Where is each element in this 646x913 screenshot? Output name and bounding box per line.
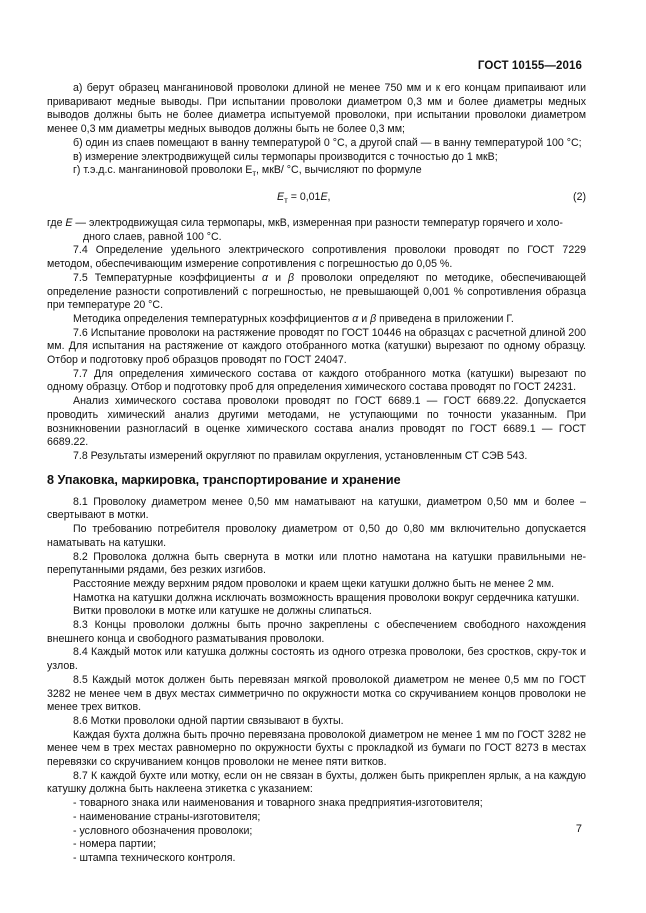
paragraph-8-2b: Расстояние между верхним рядом проволоки и краем щеки катушки должно быть не менее 2 мм.: [73, 577, 555, 590]
paragraph-8-6b: Каждая бухта должна быть прочно перевязана проволокой диаметром не менее 1 мм по ГОСТ 3282 не менее чем в трех местах равномерно по окружности бухты с прокладкой из бумаги по ГОСТ 8273 в местах перевязки со скручиванием концов проволоки не менее пяти витков.: [47, 728, 586, 769]
formula-rhs-end: ,: [327, 191, 331, 204]
paragraph-8-2d: Витки проволоки в мотке или катушке не должны слипаться.: [73, 605, 372, 618]
gloss-line-2: дного слаев, равной 100 °С.: [83, 230, 222, 243]
gloss-var: E: [65, 217, 73, 230]
paragraph-item-g: [47, 164, 586, 181]
method-b: и: [358, 312, 371, 325]
document-body: [47, 82, 586, 866]
list-item: - штампа технического контроля.: [73, 851, 236, 864]
paragraph-item-v: в) измерение электродвижущей силы термопары производится с точностью до 1 мкВ;: [73, 150, 498, 163]
gloss-text-1: — электродвижущая сила термопары, мкВ, измеренная при разности температур горячего и холо-: [72, 217, 563, 230]
alpha-symbol: α: [262, 271, 269, 284]
paragraph-8-2c: Намотка на катушки должна исключать возможность вращения проволоки вокруг сердечника катушки.: [73, 591, 580, 604]
paragraph-8-7: 8.7 К каждой бухте или мотку, если он не связан в бухты, должен быть прикреплен ярлык, а на каждую катушку должна быть наклеена этикетка с указанием:: [47, 769, 586, 796]
list-item: - номера партии;: [73, 838, 157, 851]
document-code-header: ГОСТ 10155—2016: [477, 60, 582, 72]
p7-5-a: 7.5 Температурные коэффициенты: [73, 271, 262, 284]
paragraph-item-a: а) берут образец манганиновой проволоки длиной не менее 750 мм и к его концам припаивают или приваривают медные выводы. При испытании проволоки диаметром 0,3 мм и более диаметры медных выводов должны быть не более диаметра испытуемой проволоки, при испытании проволоки диаметром менее 0,3 мм диаметры медных выводов должны быть не более 0,3 мм;: [47, 82, 586, 136]
label-contents-list: [47, 797, 586, 866]
paragraph-method: [47, 313, 586, 327]
paragraph-7-5: [47, 272, 586, 313]
paragraph-7-4: 7.4 Определение удельного электрического сопротивления проволоки проводят по ГОСТ 7229 методом, обеспечивающим измерение сопротивления с погрешностью до 0,05 %.: [47, 244, 586, 271]
method-c: приведена в приложении Г.: [376, 312, 514, 325]
paragraph-8-6: 8.6 Мотки проволоки одной партии связывают в бухты.: [73, 714, 344, 727]
paragraph-7-6: 7.6 Испытание проволоки на растяжение проводят по ГОСТ 10446 на образцах с расчетной длиной 200 мм. Для испытания на растяжение от каждого отобранного мотка (катушки) вырезают по одному образцу. Отбор и подготовку проб образцов проводят по ГОСТ 24047.: [47, 326, 586, 367]
gloss-line-1: [47, 217, 586, 231]
formula-rhs-a: = 0,01: [287, 191, 321, 204]
gloss-prefix: где: [47, 217, 66, 230]
paragraph-8-2: 8.2 Проволока должна быть свернута в мотки или плотно намотана на катушки правильными не-перепутанными рядами, без резких изгибов.: [47, 550, 586, 577]
paragraph-8-1b: По требованию потребителя проволоку диаметром от 0,50 до 0,80 мм включительно допускается наматывать на катушки.: [47, 523, 586, 549]
p7-5-b: и: [268, 271, 288, 284]
paragraph-chem-analysis: Анализ химического состава проволоки проводят по ГОСТ 6689.1 — ГОСТ 6689.22. Допускается проводить химический анализ другими методами, не уступающими по точности указанным. При возникновении разногласий в оценке химического состава анализ проводят по ГОСТ 6689.1 — ГОСТ 6689.22.: [47, 395, 586, 449]
paragraph-8-3: 8.3 Концы проволоки должны быть прочно закреплены с обеспечением свободного нахождения внешнего конца и свободного разматывания проволоки.: [47, 619, 586, 645]
item-g-text: г) т.э.д.с. манганиновой проволоки E: [73, 164, 253, 177]
item-g-tail: , мкВ/ °С, вычисляют по формуле: [256, 164, 422, 177]
formula-number: (2): [573, 191, 586, 204]
method-a: Методика определения температурных коэффициентов: [73, 312, 353, 325]
paragraph-8-4: 8.4 Каждый моток или катушка должны состоять из одного отрезка проволоки, без сростков, скру-ток и узлов.: [47, 646, 586, 673]
formula-expression: [277, 191, 330, 208]
beta-symbol: β: [288, 271, 295, 284]
paragraph-8-1: 8.1 Проволоку диаметром менее 0,50 мм наматывают на катушки, диаметром 0,50 мм и более – свертывают в мотки.: [47, 495, 586, 522]
formula-lhs-subscript: т: [284, 196, 288, 206]
paragraph-7-8: 7.8 Результаты измерений округляют по правилам округления, установленным СТ СЭВ 543.: [73, 449, 528, 462]
paragraph-7-7: 7.7 Для определения химического состава от каждого отобранного мотка (катушки) вырезают по одному образцу. Отбор и подготовку проб для определения химического состава проводят по ГОСТ 24231.: [47, 367, 586, 394]
beta-symbol-2: β: [370, 312, 377, 325]
page-number: 7: [575, 823, 582, 835]
item-g-subscript: т: [252, 169, 257, 179]
formula-explanation: [47, 217, 586, 244]
list-item: - товарного знака или наименования и товарного знака предприятия-изготовителя;: [73, 797, 483, 810]
alpha-symbol-2: α: [352, 312, 359, 325]
p7-5-c: проволоки определяют по методике, обеспечивающей определение разности сопротивлений с погрешностью, не превышающей 0,001 % сопротивления образца при температуре 20 °С.: [47, 271, 586, 312]
formula-rhs-var: E: [320, 191, 328, 204]
formula-lhs: E: [277, 191, 285, 204]
paragraph-item-b: б) один из спаев помещают в ванну температурой 0 °С, а другой спай — в ванну температурой 100 °С;: [73, 136, 582, 149]
paragraph-8-5: 8.5 Каждый моток должен быть перевязан мягкой проволокой диаметром не менее 0,5 мм по ГОСТ 3282 не менее чем в двух местах симметрично по окружности мотка со скручиванием концов проволоки не менее трех витков.: [47, 673, 586, 714]
list-item: - наименование страны-изготовителя;: [73, 810, 261, 823]
section-8-title: 8 Упаковка, маркировка, транспортирование и хранение: [47, 472, 401, 487]
list-item: - условного обозначения проволоки;: [73, 824, 253, 837]
formula-2: [47, 191, 586, 205]
